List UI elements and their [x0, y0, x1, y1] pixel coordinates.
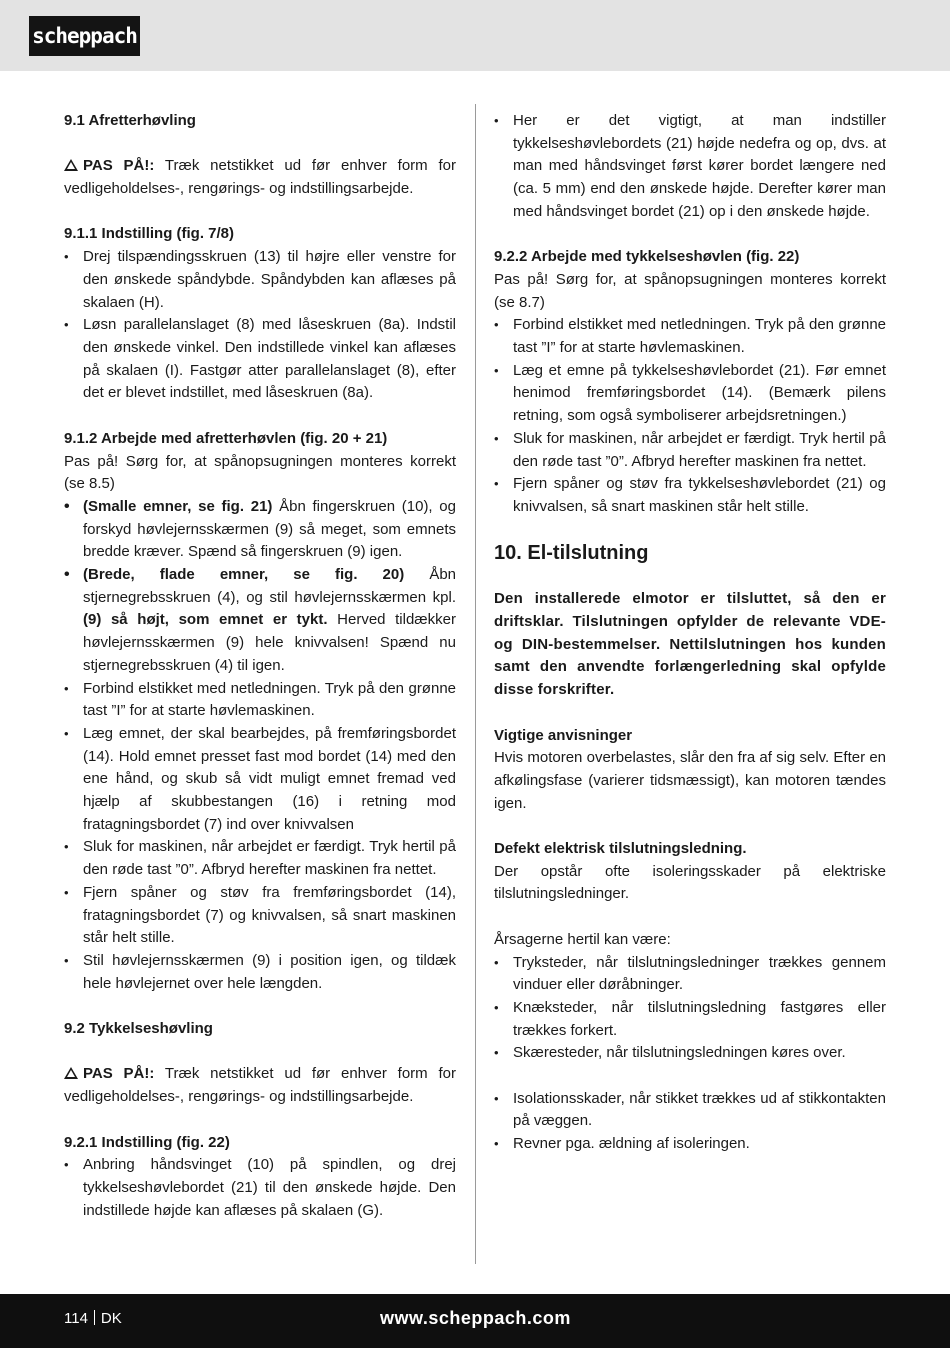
section-9-1-2-intro: Pas på! Sørg for, at spånopsugningen monteres korrekt (se 8.5) — [64, 452, 456, 493]
list-item: • (Brede, flade emner, se fig. 20) Åbn stjernegrebsskruen (4), og stil høvlejernsskærmen kpl. (9) så højt, som emnet er tykt. Herved tildækker høvlejernsskærmen (9) hele knivvalsen! Spænd nu stjernegrebsskruen (4) til igen. — [64, 564, 456, 678]
section-9-1-2-list — [64, 496, 456, 995]
page-header — [0, 0, 950, 71]
list-item: • Sluk for maskinen, når arbejdet er færdigt. Tryk hertil på den røde tast ”0”. Afbryd herefter maskinen fra nettet. — [64, 836, 456, 881]
section-10-bold-paragraph: Den installerede elmotor er tilsluttet, så den er driftsklar. Tilslutningen opfylder de relevante VDE- og DIN-bestemmelser. Nettilslutningen hos kunden samt den anvendte forlængerledning skal opfylde disse forskrifter. — [494, 590, 886, 699]
section-9-1-2-title: 9.1.2 Arbejde med afretterhøvlen (fig. 20 + 21) — [64, 429, 388, 447]
list-item: • Læg emnet, der skal bearbejdes, på fremføringsbordet (14). Hold emnet presset fast mod bordet (14) med den ene hånd, og skub så vidt muligt emnet fremad ved hjælp af skubbestangen (16) i retning mod fratagningsbordet (7) ind over knivvalsen — [64, 723, 456, 837]
section-9-2-2-list — [494, 314, 886, 518]
list-item: • Knæksteder, når tilslutningsledning fastgøres eller trækkes forkert. — [494, 997, 886, 1042]
section-9-2-2-title: 9.2.2 Arbejde med tykkelseshøvlen (fig. 22) — [494, 248, 800, 266]
scheppach-logo: scheppach — [29, 16, 140, 56]
section-9-1-1-title: 9.1.1 Indstilling (fig. 7/8) — [64, 225, 235, 243]
list-item: • Sluk for maskinen, når arbejdet er færdigt. Tryk hertil på den røde tast ”0”. Afbryd herefter maskinen fra nettet. — [494, 428, 886, 473]
causes-list — [494, 952, 886, 1066]
list-item: • (Smalle emner, se fig. 21) Åbn fingerskruen (10), og forskyd høvlejernsskærmen (9) så meget, som emnets bredde kræver. Spænd så fingerskruen (9) igen. — [64, 496, 456, 564]
list-item: • Fjern spåner og støv fra fremføringsbordet (14), fratagningsbordet (7) og knivvalsen, så snart maskinen står helt stille. — [64, 882, 456, 950]
list-item: • Løsn parallelanslaget (8) med låseskruen (8a). Indstil den ønskede vinkel. Den indstillede vinkel kan aflæses på skalaen (I). Fastgør atter parallelanslaget (8), efter det er blevet indstillet, med låseskruen (8a). — [64, 314, 456, 405]
list-item: • Anbring håndsvinget (10) på spindlen, og drej tykkelseshøvlebordet (21) til den ønskede højde. Den indstillede højde kan aflæses på skalaen (G). — [64, 1154, 456, 1222]
defect-cable-title: Defekt elektrisk tilslutningsledning. — [494, 840, 747, 858]
warning-1: PAS PÅ!: Træk netstikket ud før enhver form for vedligeholdelses-, rengørings- og indstillingsarbejde. — [64, 157, 456, 198]
list-item: • Isolationsskader, når stikket trækkes ud af stikkontakten på væggen. — [494, 1088, 886, 1133]
list-item: • Drej tilspændingsskruen (13) til højre eller venstre for den ønskede spåndybde. Spåndybden kan aflæses på skalaen (H). — [64, 246, 456, 314]
causes-intro: Årsagerne hertil kan være: — [494, 930, 671, 948]
page-footer — [0, 1294, 950, 1348]
separator — [94, 1310, 95, 1325]
warning-triangle-icon — [64, 1067, 78, 1079]
section-9-2-2-intro: Pas på! Sørg for, at spånopsugningen monteres korrekt (se 8.7) — [494, 270, 886, 311]
list-item: • Forbind elstikket med netledningen. Tryk på den grønne tast ”I” for at starte høvlemaskinen. — [64, 678, 456, 723]
page-number: 114 DK — [64, 1310, 122, 1327]
list-item: • Forbind elstikket med netledningen. Tryk på den grønne tast ”I” for at starte høvlemaskinen. — [494, 314, 886, 359]
section-10-title: 10. El-tilslutning — [494, 541, 649, 564]
list-item: • Her er det vigtigt, at man indstiller tykkelseshøvlebordets (21) højde nedefra og op, dvs. at man med håndsvinget først kører bordet længere ned (ca. 5 mm) end den ønskede højde. Derefter kører man med håndsvinget bordet (21) op i den ønskede højde. — [494, 110, 886, 224]
warning-2: PAS PÅ!: Træk netstikket ud før enhver form for vedligeholdelses-, rengørings- og indstillingsarbejde. — [64, 1065, 456, 1106]
list-item: • Læg et emne på tykkelseshøvlebordet (21). Før emnet henimod fremføringsbordet (14). (Bemærk pilens retning, som også symboliserer arbejdsretningen.) — [494, 360, 886, 428]
website-link[interactable]: www.scheppach.com — [380, 1308, 571, 1328]
section-9-1-title: 9.1 Afretterhøvling — [64, 112, 196, 129]
section-9-1-1-list — [64, 246, 456, 405]
list-item: • Skæresteder, når tilslutningsledningen køres over. — [494, 1042, 886, 1065]
list-item: • Revner pga. ældning af isoleringen. — [494, 1133, 886, 1156]
defect-cable-text: Der opstår ofte isoleringsskader på elektriske tilslutningsledninger. — [494, 862, 886, 903]
important-notes-text: Hvis motoren overbelastes, slår den fra af sig selv. Efter en afkølingsfase (varierer tidsmæssigt), kan motoren tændes igen. — [494, 749, 886, 812]
causes-list-2 — [494, 1088, 886, 1156]
section-9-2-title: 9.2 Tykkelseshøvling — [64, 1020, 213, 1038]
section-9-2-1-title: 9.2.1 Indstilling (fig. 22) — [64, 1133, 230, 1151]
warning-triangle-icon — [64, 159, 78, 171]
list-item: • Stil høvlejernsskærmen (9) i position igen, og tildæk hele høvlejernet over hele længden. — [64, 950, 456, 995]
list-item: • Tryksteder, når tilslutningsledninger trækkes gennem vinduer eller døråbninger. — [494, 952, 886, 997]
important-notes-title: Vigtige anvisninger — [494, 726, 633, 744]
column-divider — [475, 104, 476, 1264]
left-column — [64, 110, 456, 1222]
list-item: • Fjern spåner og støv fra tykkelseshøvlebordet (21) og knivvalsen, så snart maskinen står helt stille. — [494, 473, 886, 518]
section-9-2-1-list — [64, 1154, 456, 1222]
section-9-2-1-continued-list — [494, 110, 886, 224]
right-column — [494, 110, 886, 1156]
